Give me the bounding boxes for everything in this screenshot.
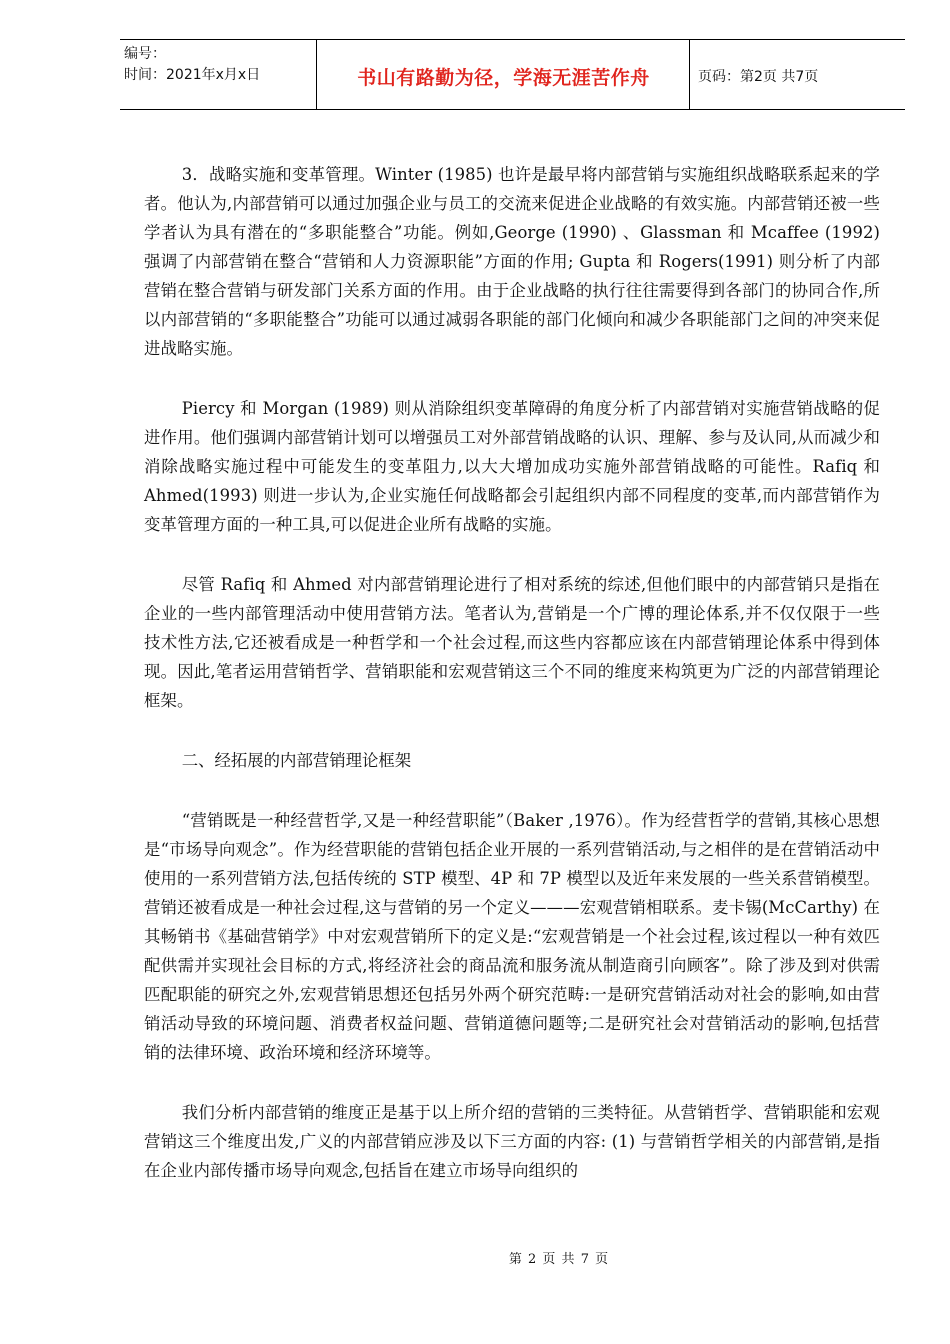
footer-page-number: 第 2 页 共 7 页 [508, 1252, 610, 1267]
paragraph: Piercy 和 Morgan (1989) 则从消除组织变革障碍的角度分析了内部营销对实施营销战略的促进作用。他们强调内部营销计划可以增强员工对外部营销战略的认识、理解、参与及认同,从而减少和消除战略实施过程中可能发生的变革阻力,以大大增加成功实施外部营销战略的可能性。Rafiq 和 Ahmed(1993) 则进一步认为,企业实施任何战略都会引起组织内部不同程度的变革,而内部营销作为变革管理方面的一种工具,可以促进企业所有战略的实施。 [144, 399, 880, 534]
page-footer [0, 1248, 950, 1267]
section-heading: 二、经拓展的内部营销理论框架 [181, 751, 412, 770]
motto-text: 书山有路勤为径，学海无涯苦作舟 [357, 67, 650, 89]
document-number-label: 编号： [124, 46, 166, 62]
paragraph: “营销既是一种经营哲学,又是一种经营职能”（Baker ,1976）。作为经营哲学的营销,其核心思想是“市场导向观念”。作为经营职能的营销包括企业开展的一系列营销活动,与之相伴的是在营销活动中使用的一系列营销方法,包括传统的 STP 模型、4P 和 7P 模型以及近年来发展的一些关系营销模型。营销还被看成是一种社会过程,这与营销的另一个定义———宏观营销相联系。麦卡锡(McCarthy) 在其畅销书《基础营销学》中对宏观营销所下的定义是:“宏观营销是一个社会过程,该过程以一种有效匹配供需并实现社会目标的方式,将经济社会的商品流和服务流从制造商引向顾客”。除了涉及到对供需匹配职能的研究之外,宏观营销思想还包括另外两个研究范畴:一是研究营销活动对社会的影响,如由营销活动导致的环境问题、消费者权益问题、营销道德问题等;二是研究社会对营销活动的影响,包括营销的法律环境、政治环境和经济环境等。 [144, 811, 880, 1062]
document-body [144, 160, 880, 1216]
header-table [120, 39, 905, 110]
header-meta-cell [120, 40, 317, 109]
header-page-info: 页码：第2页 共7页 [698, 69, 819, 85]
header-motto-cell [317, 40, 690, 109]
paragraph: 3．战略实施和变革管理。Winter (1985) 也许是最早将内部营销与实施组织战略联系起来的学者。他认为,内部营销可以通过加强企业与员工的交流来促进企业战略的有效实施。内部营销还被一些学者认为具有潜在的“多职能整合”功能。例如,George (1990) 、Glassman 和 Mcaffee (1992) 强调了内部营销在整合“营销和人力资源职能”方面的作用; Gupta 和 Rogers(1991) 则分析了内部营销在整合营销与研发部门关系方面的作用。由于企业战略的执行往往需要得到各部门的协同合作,所以内部营销的“多职能整合”功能可以通过减弱各职能的部门化倾向和减少各职能部门之间的冲突来促进战略实施。 [144, 165, 880, 358]
paragraph: 尽管 Rafiq 和 Ahmed 对内部营销理论进行了相对系统的综述,但他们眼中的内部营销只是指在企业的一些内部管理活动中使用营销方法。笔者认为,营销是一个广博的理论体系,并不仅仅限于一些技术性方法,它还被看成是一种哲学和一个社会过程,而这些内容都应该在内部营销理论体系中得到体现。因此,笔者运用营销哲学、营销职能和宏观营销这三个不同的维度来构筑更为广泛的内部营销理论框架。 [144, 575, 880, 710]
header-page-cell [690, 40, 905, 109]
paragraph: 我们分析内部营销的维度正是基于以上所介绍的营销的三类特征。从营销哲学、营销职能和宏观营销这三个维度出发,广义的内部营销应涉及以下三方面的内容: (1) 与营销哲学相关的内部营销,是指在企业内部传播市场导向观念,包括旨在建立市场导向组织的 [144, 1103, 880, 1180]
document-time-label: 时间：2021年x月x日 [124, 67, 261, 83]
